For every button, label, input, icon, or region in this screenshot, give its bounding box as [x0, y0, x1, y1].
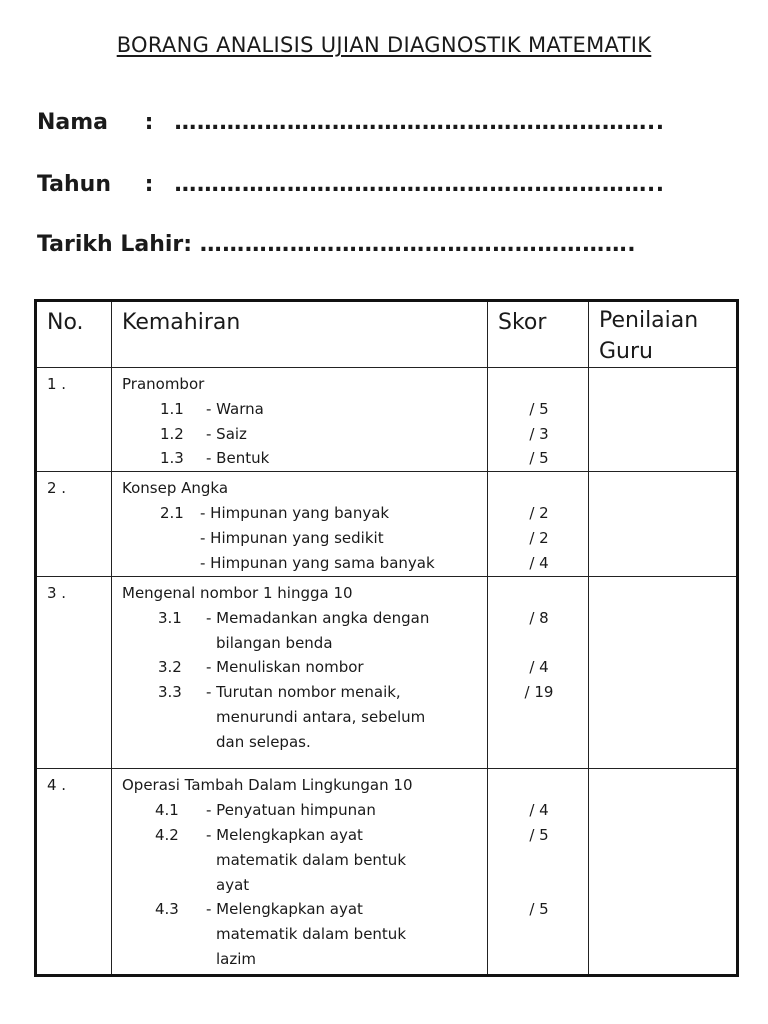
item-score: / 2 [529, 504, 549, 523]
cell-penilaian-guru[interactable] [589, 769, 738, 976]
item-text: - Himpunan yang sama banyak [200, 553, 435, 572]
section-heading: Konsep Angka [122, 479, 229, 498]
item-text: - Penyatuan himpunan [206, 801, 376, 820]
cell-skor [488, 576, 589, 769]
section-heading: Operasi Tambah Dalam Lingkungan 10 [122, 776, 413, 795]
score-spacer [498, 773, 580, 798]
item-line [122, 655, 479, 680]
item-text: - Saiz [206, 424, 247, 443]
item-score: / 5 [529, 399, 549, 418]
cell-no: 1 . [36, 368, 112, 472]
field-tahun-colon: : [144, 172, 154, 197]
score-spacer [498, 873, 580, 898]
item-text: - Himpunan yang banyak [200, 504, 390, 523]
item-text: lazim [216, 949, 257, 968]
field-nama-colon: : [144, 110, 154, 135]
cell-kemahiran [112, 576, 488, 769]
item-line [122, 873, 479, 898]
table-header-row [36, 301, 738, 368]
score-spacer [498, 631, 580, 656]
cell-no: 2 . [36, 472, 112, 576]
score-spacer [498, 947, 580, 972]
cell-skor [488, 472, 589, 576]
cell-no: 3 . [36, 576, 112, 769]
field-tarikh-label: Tarikh Lahir: [37, 232, 193, 257]
cell-kemahiran [112, 769, 488, 976]
score-spacer [498, 848, 580, 873]
header-penilaian-line2: Guru [599, 339, 653, 364]
table-row [36, 769, 738, 976]
score-spacer [498, 476, 580, 501]
cell-penilaian-guru[interactable] [589, 368, 738, 472]
header-kemahiran: Kemahiran [112, 301, 488, 368]
item-text: - Melengkapkan ayat [206, 826, 363, 844]
item-text: matematik dalam bentuk [216, 925, 407, 944]
item-line [122, 551, 479, 576]
item-text: dan selepas. [216, 732, 311, 751]
item-text: - Menuliskan nombor [206, 658, 364, 677]
field-tarikh-dots[interactable]: …………………………………………………. [199, 232, 637, 257]
item-line [122, 501, 479, 526]
cell-penilaian-guru[interactable] [589, 472, 738, 576]
item-number: 4.2 [155, 826, 179, 844]
item-line [122, 526, 479, 551]
header-skor: Skor [488, 301, 589, 368]
field-nama[interactable] [37, 110, 665, 135]
field-nama-dots[interactable]: ……………………………………………………….. [174, 110, 665, 135]
item-text: menurundi antara, sebelum [216, 707, 426, 726]
table-row [36, 368, 738, 472]
item-line [122, 798, 479, 823]
item-score: / 5 [529, 826, 549, 844]
item-line [122, 631, 479, 656]
item-score: / 5 [529, 900, 549, 919]
item-number: 1.1 [160, 399, 184, 418]
field-tahun-label: Tahun [37, 172, 112, 197]
item-score: / 19 [524, 683, 554, 702]
item-text: - Turutan nombor menaik, [206, 683, 401, 702]
field-tahun-dots[interactable]: ……………………………………………………….. [174, 172, 665, 197]
item-line [122, 705, 479, 730]
item-line [122, 397, 479, 422]
item-number: 1.3 [160, 449, 184, 468]
table-row [36, 472, 738, 576]
item-line [122, 680, 479, 705]
score-spacer [498, 705, 580, 730]
table-row [36, 576, 738, 769]
cell-skor [488, 769, 589, 976]
section-heading: Mengenal nombor 1 hingga 10 [122, 583, 353, 602]
item-line [122, 446, 479, 471]
score-spacer [498, 581, 580, 606]
item-line [122, 922, 479, 947]
item-line [122, 897, 479, 922]
item-line [122, 823, 479, 848]
cell-kemahiran [112, 472, 488, 576]
item-text: matematik dalam bentuk [216, 850, 407, 869]
item-line [122, 848, 479, 873]
section-heading: Pranombor [122, 375, 205, 393]
header-penilaian-line1: Penilaian [599, 308, 699, 333]
item-score: / 4 [529, 553, 549, 572]
item-score: / 3 [529, 424, 549, 443]
item-score: / 2 [529, 529, 549, 548]
item-number: 3.3 [158, 683, 182, 702]
score-spacer [498, 922, 580, 947]
item-score: / 5 [529, 449, 549, 468]
score-spacer [498, 372, 580, 397]
item-line [122, 730, 479, 755]
header-no: No. [36, 301, 112, 368]
item-number: 2.1 [160, 504, 184, 523]
cell-no: 4 . [36, 769, 112, 976]
score-spacer [498, 730, 580, 755]
field-nama-label: Nama [37, 110, 109, 135]
item-text: ayat [216, 875, 250, 894]
item-line [122, 606, 479, 631]
analysis-table [34, 299, 739, 977]
item-text: - Warna [206, 399, 264, 418]
item-number: 3.1 [158, 608, 182, 627]
item-number: 4.3 [155, 900, 179, 919]
page-title: BORANG ANALISIS UJIAN DIAGNOSTIK MATEMATIK [116, 33, 652, 57]
cell-penilaian-guru[interactable] [589, 576, 738, 769]
item-text: bilangan benda [216, 633, 333, 652]
item-score: / 4 [529, 658, 549, 677]
item-number: 3.2 [158, 658, 182, 677]
item-score: / 4 [529, 801, 549, 820]
cell-kemahiran [112, 368, 488, 472]
header-penilaian-guru [589, 301, 738, 368]
item-number: 1.2 [160, 424, 184, 443]
item-score: / 8 [529, 608, 549, 627]
field-tarikh-lahir[interactable] [37, 232, 636, 257]
item-line [122, 422, 479, 447]
item-text: - Melengkapkan ayat [206, 900, 363, 919]
item-text: - Bentuk [206, 449, 270, 468]
item-number: 4.1 [155, 801, 179, 820]
cell-skor [488, 368, 589, 472]
item-text: - Himpunan yang sedikit [200, 529, 384, 548]
field-tahun[interactable] [37, 172, 665, 197]
item-text: - Memadankan angka dengan [206, 608, 430, 627]
item-line [122, 947, 479, 972]
